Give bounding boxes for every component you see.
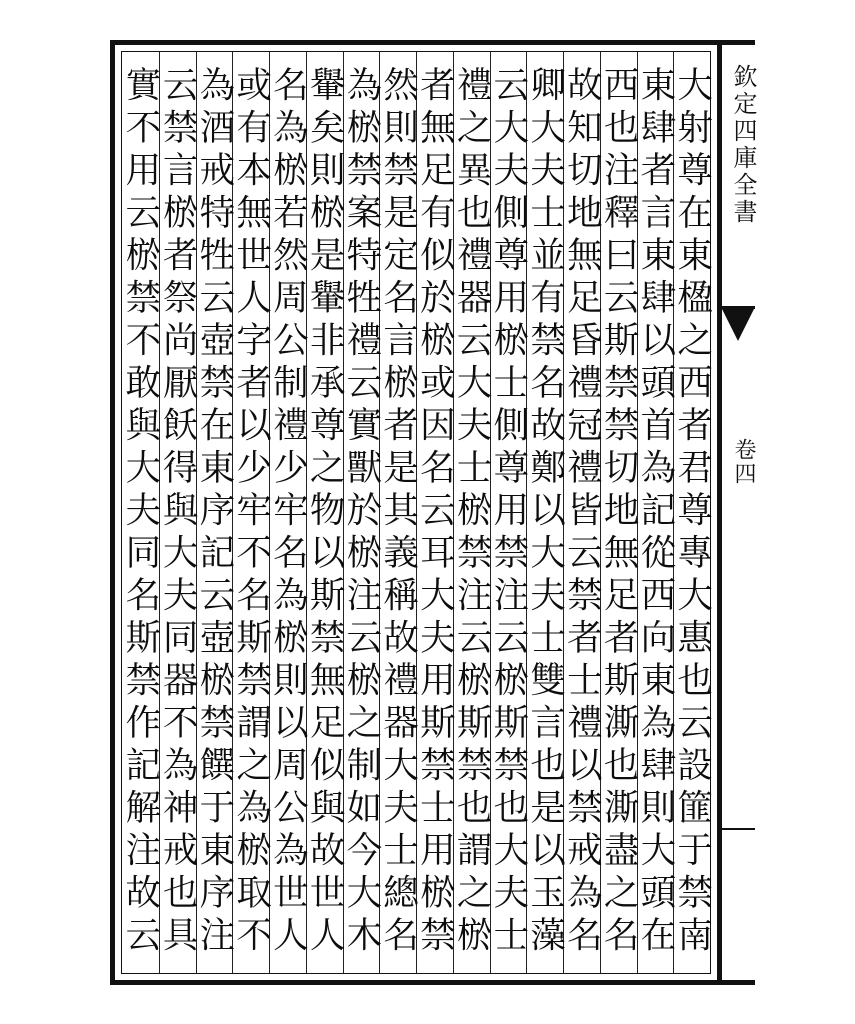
column-text: 東肆者言東肆以頭首為記從西向東為肆則大頭在 <box>634 66 676 959</box>
book-title: 欽定四庫全書 <box>729 64 757 226</box>
text-column <box>119 52 161 973</box>
column-text: 云大夫側尊用棜士側尊用禁注云棜斯禁也大夫士 <box>487 66 529 959</box>
column-text: 轝矣則棜是轝非承尊之物以斯禁無足似與故世人 <box>304 66 346 959</box>
column-text: 大射尊在東楹之西者君尊專大惠也云設篚于禁南 <box>671 66 713 959</box>
column-text: 然則禁是定名言棜者是其義稱故禮器大夫士總名 <box>377 66 419 959</box>
column-text: 禮之異也禮器云大夫士棜禁注云棜斯禁也謂之棜 <box>451 66 493 959</box>
column-text: 者無足有似於棜或因名云耳大夫用斯禁士用棜禁 <box>414 66 456 959</box>
column-text: 卿大夫士並有禁名故鄭以大夫士雙言也是以玉藻 <box>524 66 566 959</box>
column-text: 名為棜若然周公制禮少牢名為棜則以周公為世人 <box>267 66 309 959</box>
column-text: 或有本無世人字者以少牢不名斯禁謂之為棜取不 <box>230 66 272 959</box>
volume-label: 卷四 <box>731 438 756 486</box>
column-text: 實不用云棜禁不敢與大夫同名斯禁作記解注故云 <box>119 66 161 959</box>
column-text: 云禁言棜者祭尚厭飫得與大夫同器不為神戒也具 <box>157 66 199 959</box>
column-text: 西也注釋曰云斯禁禁切地無足者斯澌也澌盡之名 <box>598 66 640 959</box>
column-text: 為棜禁案特牲禮云實獸於棜注云棜之制如今大木 <box>340 66 382 959</box>
text-columns <box>121 51 711 974</box>
column-text: 為酒戒特牲云壺禁在東序記云壺棜禁饌于東序注 <box>193 66 235 959</box>
fishtail-mark <box>722 309 754 341</box>
margin-lower-rule <box>722 828 755 830</box>
text-frame <box>110 40 722 985</box>
column-text: 故知切地無足昏禮冠禮皆云禁者士禮以禁戒為名 <box>561 66 603 959</box>
